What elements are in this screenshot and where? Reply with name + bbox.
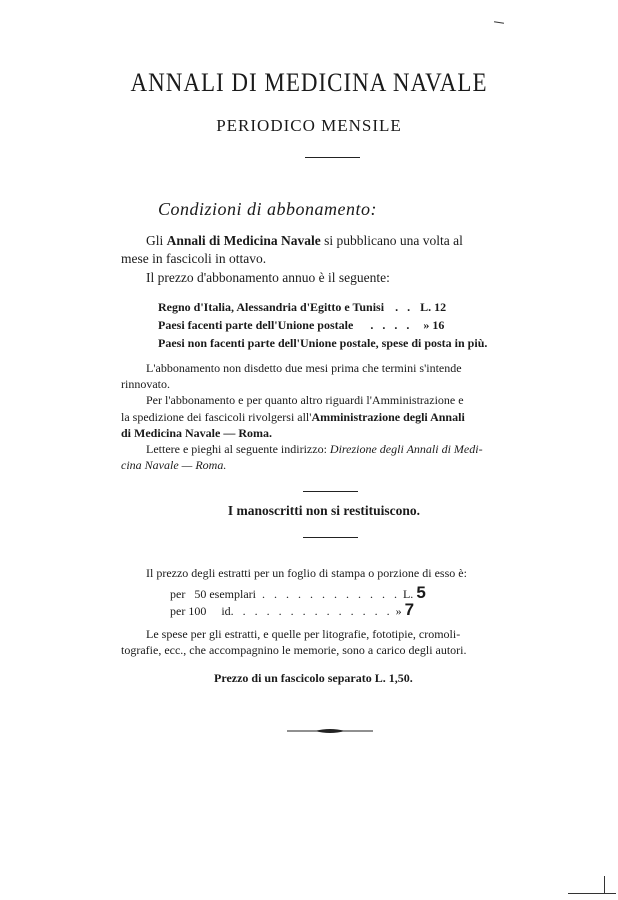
- offprint-row-100: [170, 600, 414, 620]
- admin-line2: [121, 410, 465, 425]
- manuscripts-divider-bottom: [303, 537, 358, 538]
- letters-address: Direzione degli Annali di Medi-: [329, 442, 483, 456]
- single-issue-price: Prezzo di un fascicolo separato L. 1,50.: [214, 671, 413, 685]
- rate-row-postal-union: [158, 318, 444, 333]
- page-corner-mark-bottom: [568, 893, 616, 894]
- offprint-unit: »: [395, 604, 402, 618]
- rate-row-italy: [158, 300, 446, 315]
- price-intro: Il prezzo d'abbonamento annuo è il seguente:: [146, 270, 390, 285]
- intro-paragraph-line1: [146, 233, 463, 249]
- intro-text-post: si pubblicano una volta al: [320, 233, 463, 248]
- ornament-divider: [285, 726, 375, 736]
- rate-label: Paesi facenti parte dell'Unione postale: [158, 318, 354, 332]
- offprint-price: 5: [416, 583, 426, 602]
- journal-subtitle: PERIODICO MENSILE: [216, 116, 402, 135]
- page-corner-tick: [604, 876, 605, 894]
- offprint-dots: . . . . . . . . . . . .: [261, 587, 400, 601]
- offprint-price: 7: [404, 600, 415, 619]
- letters-text: Lettere e pieghi al seguente indirizzo:: [146, 442, 330, 456]
- renewal-line1: L'abbonamento non disdetto due mesi prima che termini s'intende: [146, 361, 462, 375]
- admin-line1: Per l'abbonamento e per quanto altro riguardi l'Amministrazione e: [146, 393, 464, 407]
- rate-price: L. 12: [420, 300, 447, 314]
- rate-dots: . . . .: [370, 318, 413, 332]
- admin-line3: di Medicina Navale — Roma.: [121, 426, 272, 440]
- title-divider: [305, 157, 360, 158]
- page-corner-mark-top: [494, 21, 504, 23]
- letters-line1: [146, 442, 483, 457]
- offprint-unit: L.: [402, 587, 414, 601]
- intro-text-pre: Gli: [146, 233, 167, 248]
- rate-dots: . .: [395, 300, 414, 314]
- offprints-intro: Il prezzo degli estratti per un foglio di stampa o porzione di esso è:: [146, 566, 467, 580]
- subscription-heading: Condizioni di abbonamento:: [158, 199, 377, 219]
- manuscripts-notice: I manoscritti non si restituiscono.: [227, 503, 421, 518]
- admin-text: la spedizione dei fascicoli rivolgersi all': [121, 410, 312, 424]
- admin-office-name: Amministrazione degli Annali: [311, 410, 465, 424]
- renewal-line2: rinnovato.: [121, 377, 170, 391]
- offprints-extra-line1: Le spese per gli estratti, e quelle per litografie, fototipie, cromoli-: [146, 627, 461, 641]
- rate-row-non-union: Paesi non facenti parte dell'Unione postale, spese di posta in più.: [158, 336, 488, 350]
- letters-line2: cina Navale — Roma.: [121, 458, 227, 472]
- offprint-label: per 100 id.: [170, 604, 234, 618]
- offprints-extra-line2: tografie, ecc., che accompagnino le memorie, sono a carico degli autori.: [121, 643, 467, 657]
- intro-journal-name: Annali di Medicina Navale: [166, 233, 321, 248]
- manuscripts-divider-top: [303, 491, 358, 492]
- offprint-dots: . . . . . . . . . . . . .: [242, 604, 393, 618]
- journal-title: ANNALI DI MEDICINA NAVALE: [130, 68, 488, 97]
- rate-price: » 16: [423, 318, 445, 332]
- offprint-label: per 50 esemplari: [170, 587, 256, 601]
- rate-label: Regno d'Italia, Alessandria d'Egitto e Tunisi: [158, 300, 385, 314]
- intro-paragraph-line2: mese in fascicoli in ottavo.: [121, 251, 267, 266]
